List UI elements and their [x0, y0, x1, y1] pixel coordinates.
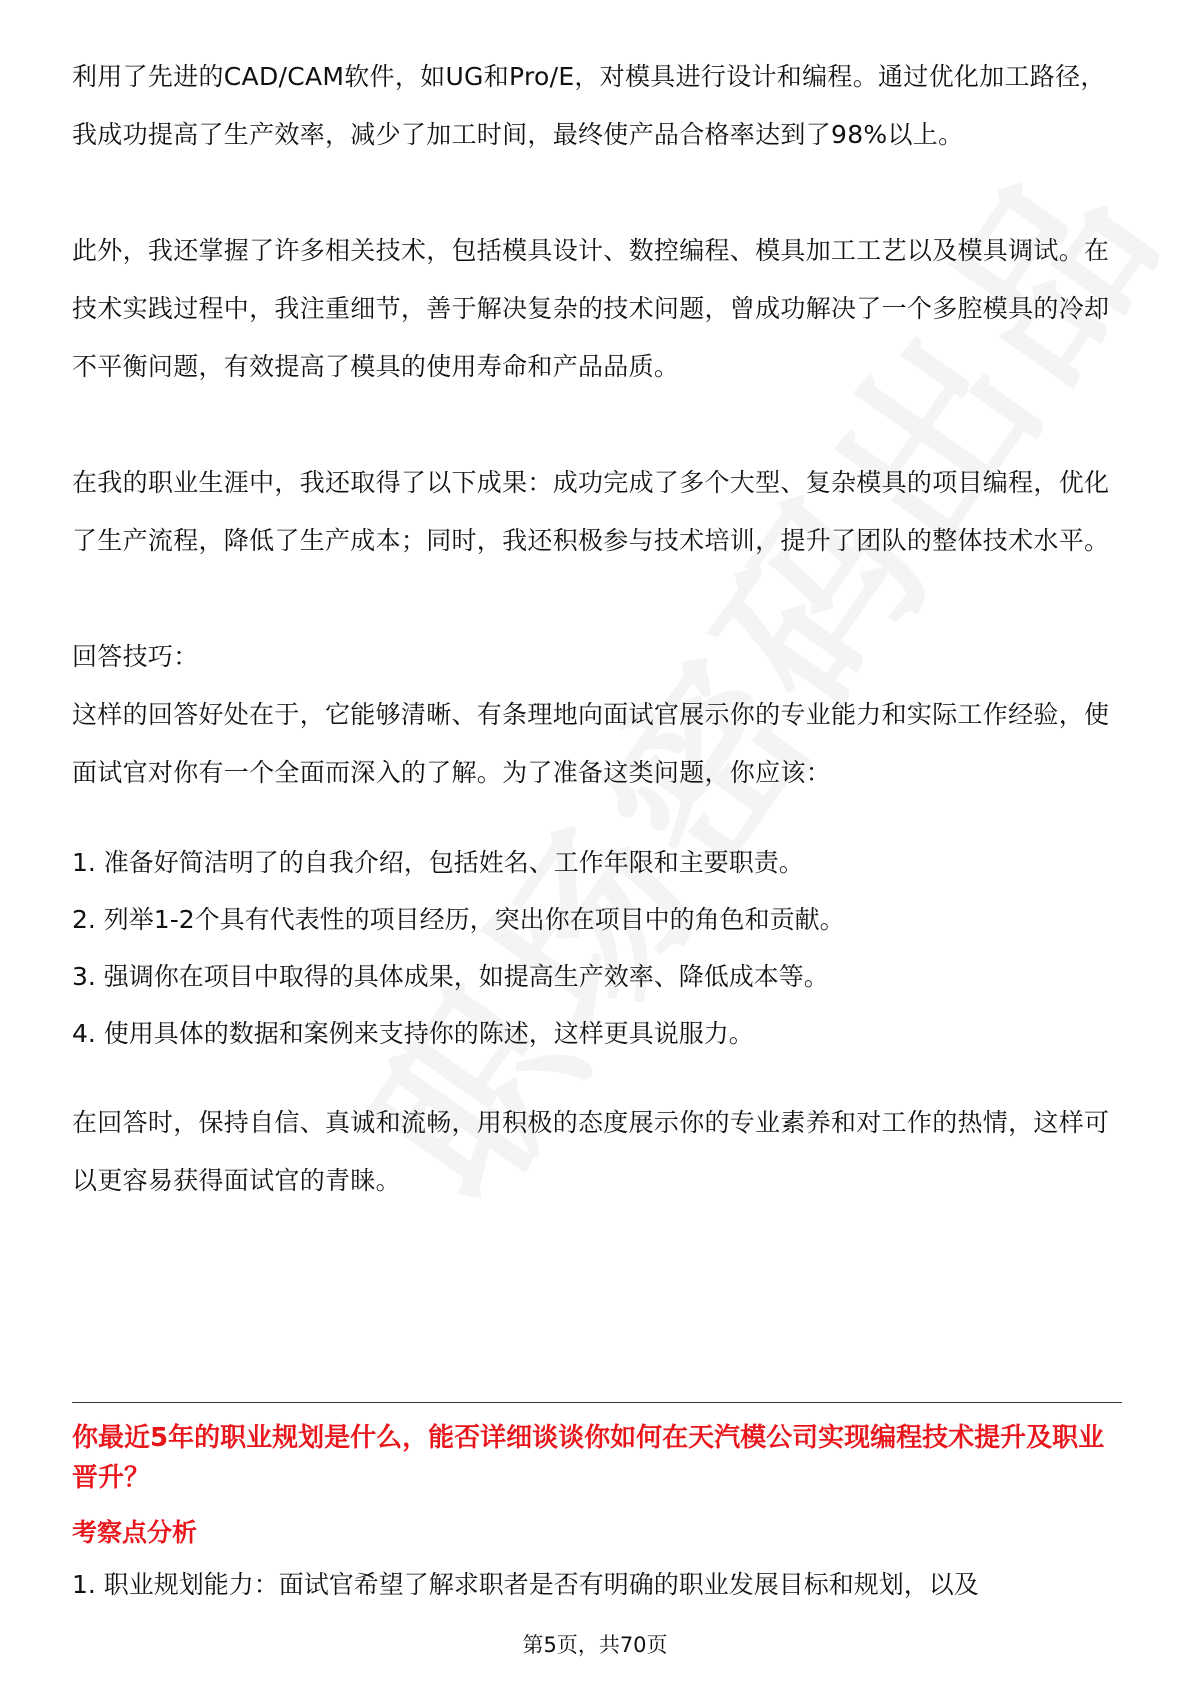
section-divider — [72, 1402, 1122, 1403]
tips-item-4: 4. 使用具体的数据和案例来支持你的陈述，这样更具说服力。 — [72, 1019, 754, 1048]
tips-item-2: 2. 列举1-2个具有代表性的项目经历，突出你在项目中的角色和贡献。 — [72, 905, 845, 934]
tips-item-1: 1. 准备好简洁明了的自我介绍，包括姓名、工作年限和主要职责。 — [72, 848, 804, 877]
tips-intro: 这样的回答好处在于，它能够清晰、有条理地向面试官展示你的专业能力和实际工作经验，使面试官对你有一个全面而深入的了解。为了准备这类问题，你应该： — [72, 700, 1110, 787]
tips-item-3: 3. 强调你在项目中取得的具体成果，如提高生产效率、降低成本等。 — [72, 962, 829, 991]
question-title: 你最近5年的职业规划是什么，能否详细谈谈你如何在天汽模公司实现编程技术提升及职业晋升？ — [72, 1423, 1105, 1493]
page-number: 第5页，共70页 — [522, 1633, 668, 1657]
paragraph-skills: 此外，我还掌握了许多相关技术，包括模具设计、数控编程、模具加工工艺以及模具调试。在技术实践过程中，我注重细节，善于解决复杂的技术问题，曾成功解决了一个多腔模具的冷却不平衡问题，有效提高了模具的使用寿命和产品品质。 — [72, 236, 1110, 381]
analysis-point-1: 1. 职业规划能力：面试官希望了解求职者是否有明确的职业发展目标和规划，以及 — [72, 1570, 979, 1599]
answer-body — [72, 48, 1122, 1210]
paragraph-achievements: 在我的职业生涯中，我还取得了以下成果：成功完成了多个大型、复杂模具的项目编程，优化了生产流程，降低了生产成本；同时，我还积极参与技术培训，提升了团队的整体技术水平。 — [72, 468, 1110, 555]
paragraph-software: 利用了先进的CAD/CAM软件，如UG和Pro/E，对模具进行设计和编程。通过优化加工路径，我成功提高了生产效率，减少了加工时间，最终使产品合格率达到了98%以上。 — [72, 62, 1106, 149]
tips-closing: 在回答时，保持自信、真诚和流畅，用积极的态度展示你的专业素养和对工作的热情，这样可以更容易获得面试官的青睐。 — [72, 1108, 1110, 1195]
analysis-heading: 考察点分析 — [72, 1518, 198, 1547]
tips-heading: 回答技巧： — [72, 642, 199, 671]
